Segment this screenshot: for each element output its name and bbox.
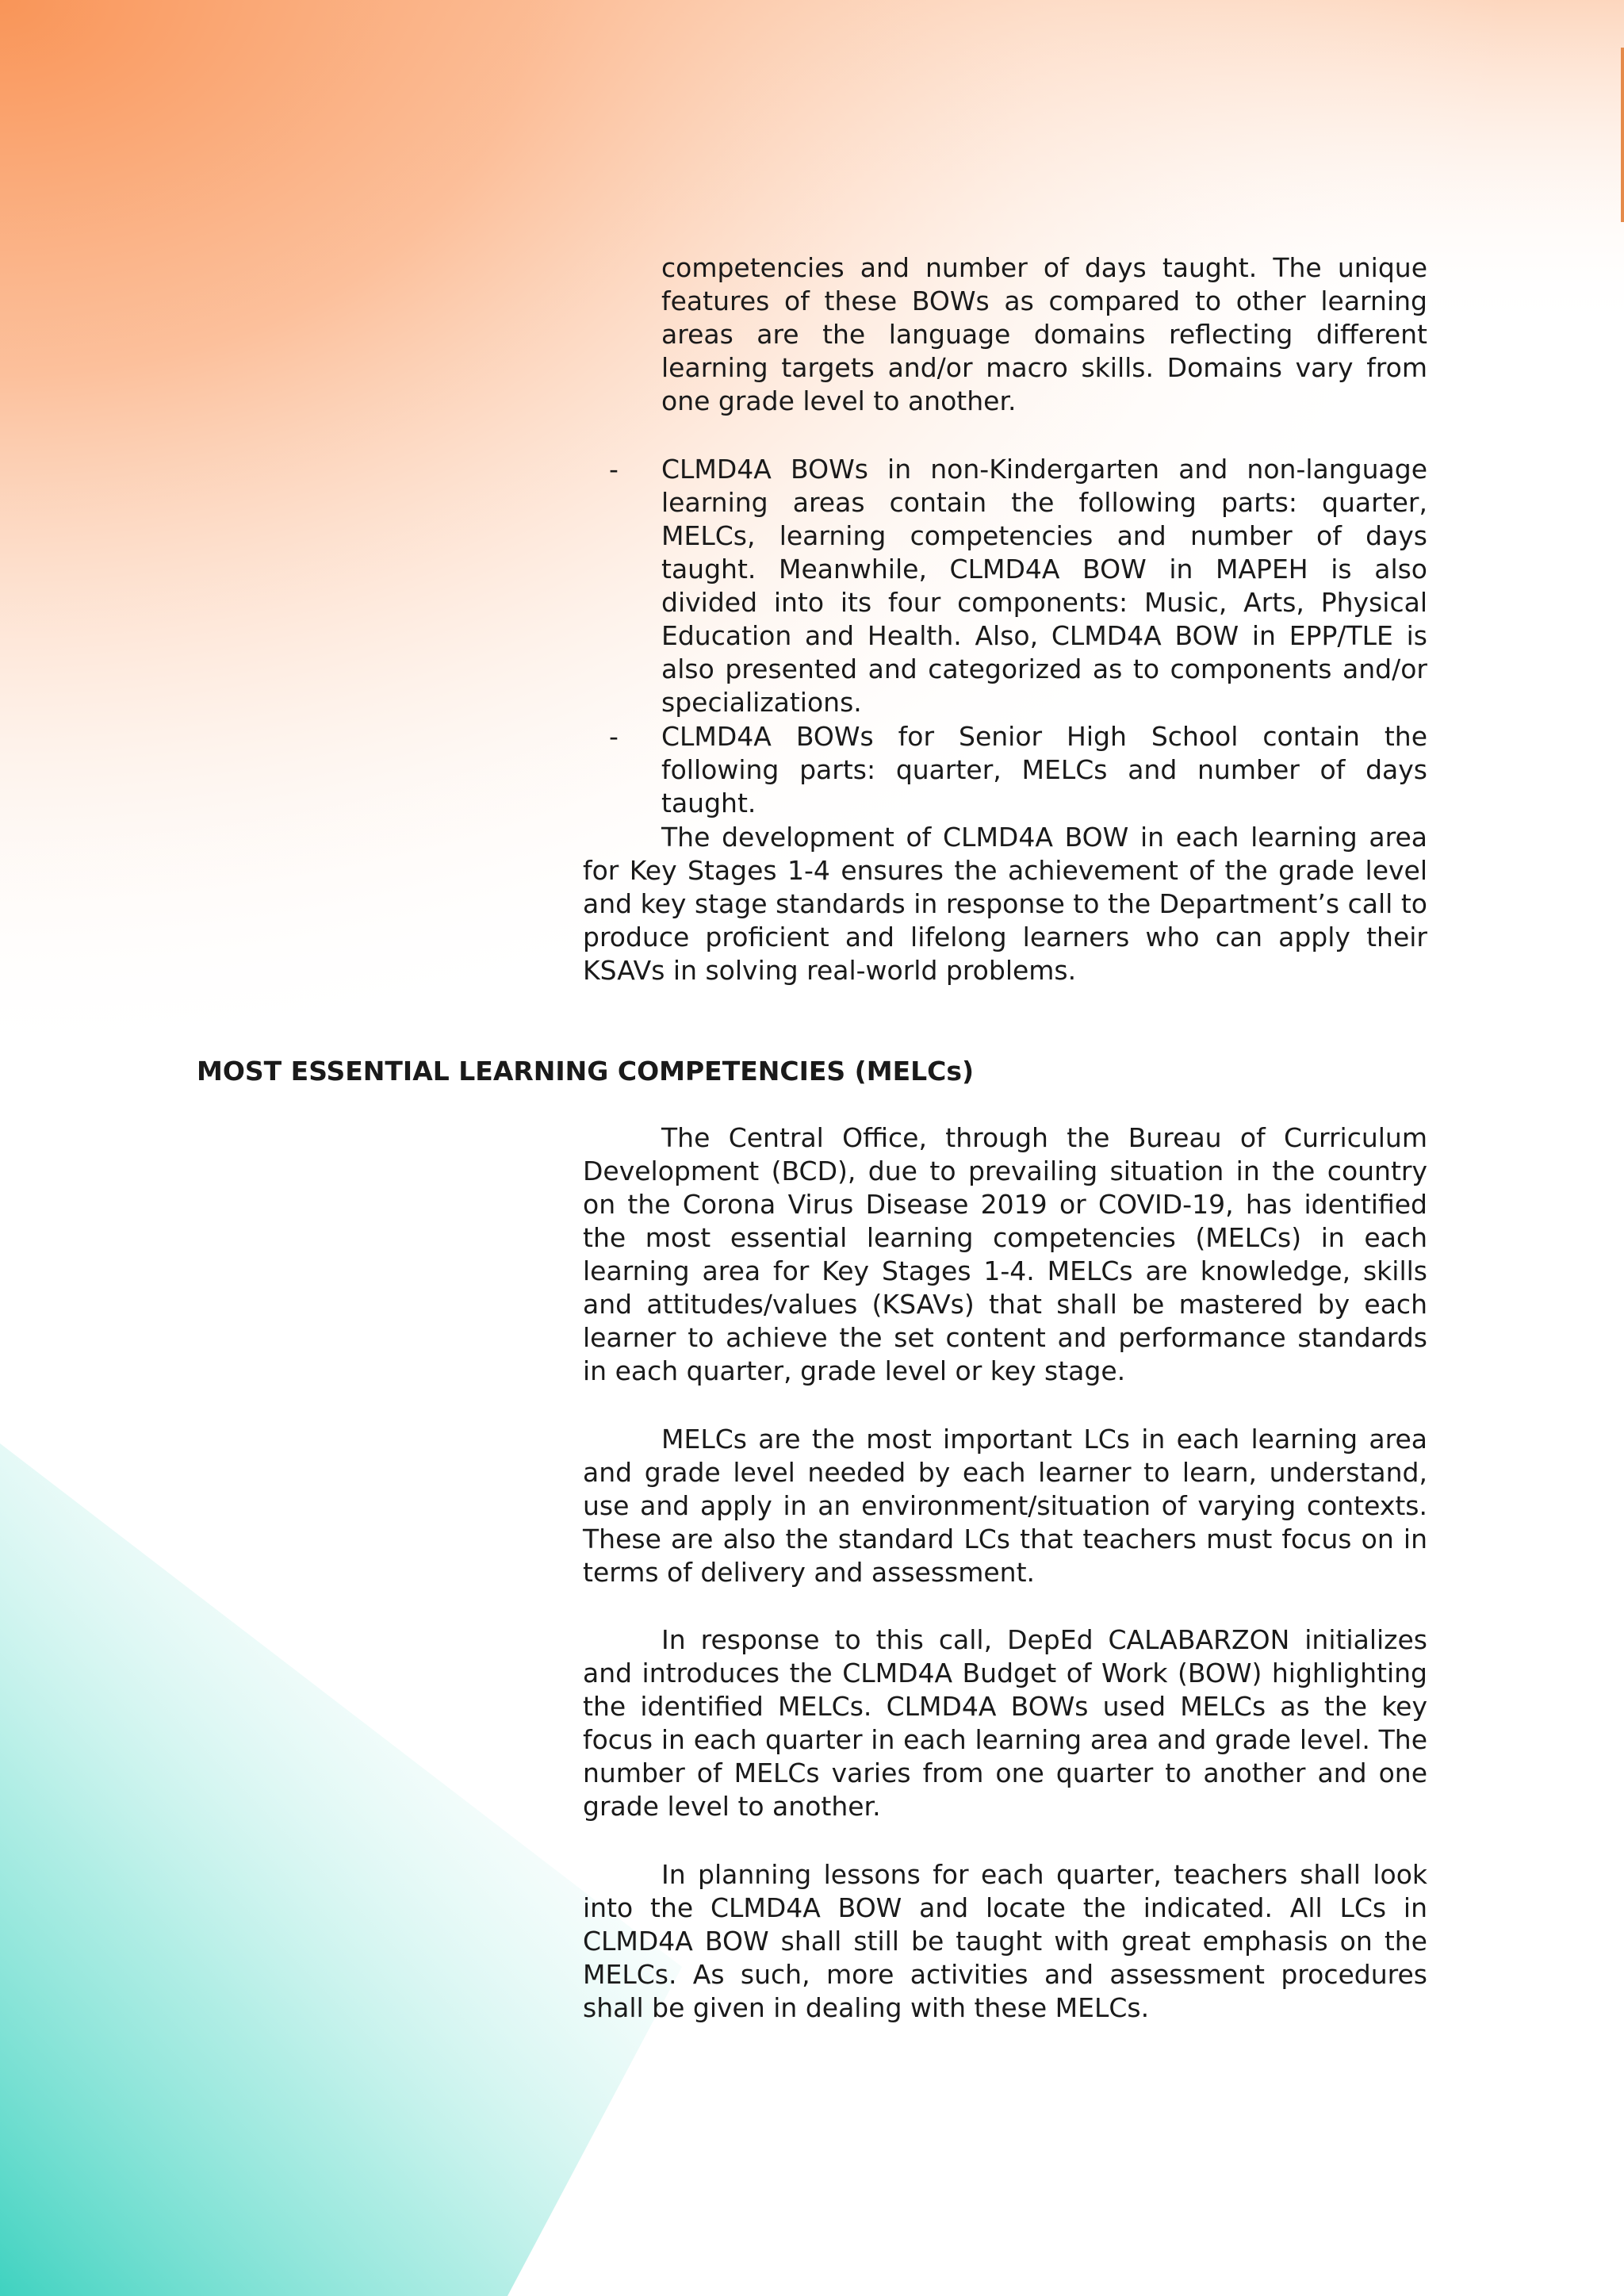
melcs-paragraph: In planning lessons for each quarter, teachers shall look into the CLMD4A BOW and locate the indicated. All LCs in CLMD4A BOW shall still be taught with great emphasis on the MELCs. As such, more activities and assessment procedures shall be given in dealing with these MELCs. [583,1859,1427,2023]
melcs-paragraph: The Central Office, through the Bureau of Curriculum Development (BCD), due to prevailing situation in the country on the Corona Virus Disease 2019 or COVID-19, has identified the most essential learning competencies (MELCs) in each learning area for Key Stages 1-4. MELCs are knowledge, skills and attitudes/values (KSAVs) that shall be mastered by each learner to achieve the set content and performance standards in each quarter, grade level or key stage. [583,1122,1427,1386]
intro-closing-paragraph: The development of CLMD4A BOW in each learning area for Key Stages 1-4 ensures the achievement of the grade level and key stage standards in response to the Department’s call to produce proficient and lifelong learners who can apply their KSAVs in solving real-world problems. [583,822,1427,986]
bullet-item: CLMD4A BOWs for Senior High School contain the following parts: quarter, MELCs and number of days taught. [661,721,1427,818]
melcs-paragraph: In response to this call, DepEd CALABARZON initializes and introduces the CLMD4A Budget of Work (BOW) highlighting the identified MELCs. CLMD4A BOWs used MELCs as the key focus in each quarter in each learning area and grade level. The number of MELCs varies from one quarter to another and one grade level to another. [583,1624,1427,1822]
bullet-marker: - [609,721,619,752]
bullet-item: CLMD4A BOWs in non-Kindergarten and non-language learning areas contain the following parts: quarter, MELCs, learning competencies and number of days taught. Meanwhile, CLMD4A BOW in MAPEH is also divided into its four components: Music, Arts, Physical Education and Health. Also, CLMD4A BOW in EPP/TLE is also presented and categorized as to components and/or specializations. [661,454,1427,718]
bullet-marker: - [609,454,619,485]
section-heading: MOST ESSENTIAL LEARNING COMPETENCIES (MELCs) [197,1056,975,1087]
melcs-paragraph: MELCs are the most important LCs in each learning area and grade level needed by each learner to learn, understand, use and apply in an environment/situation of varying contexts. These are also the standard LCs that teachers must focus on in terms of delivery and assessment. [583,1424,1427,1588]
intro-continuation: competencies and number of days taught. The unique features of these BOWs as compared to other learning areas are the language domains reflecting different learning targets and/or macro skills. Domains vary from one grade level to another. [661,252,1427,416]
